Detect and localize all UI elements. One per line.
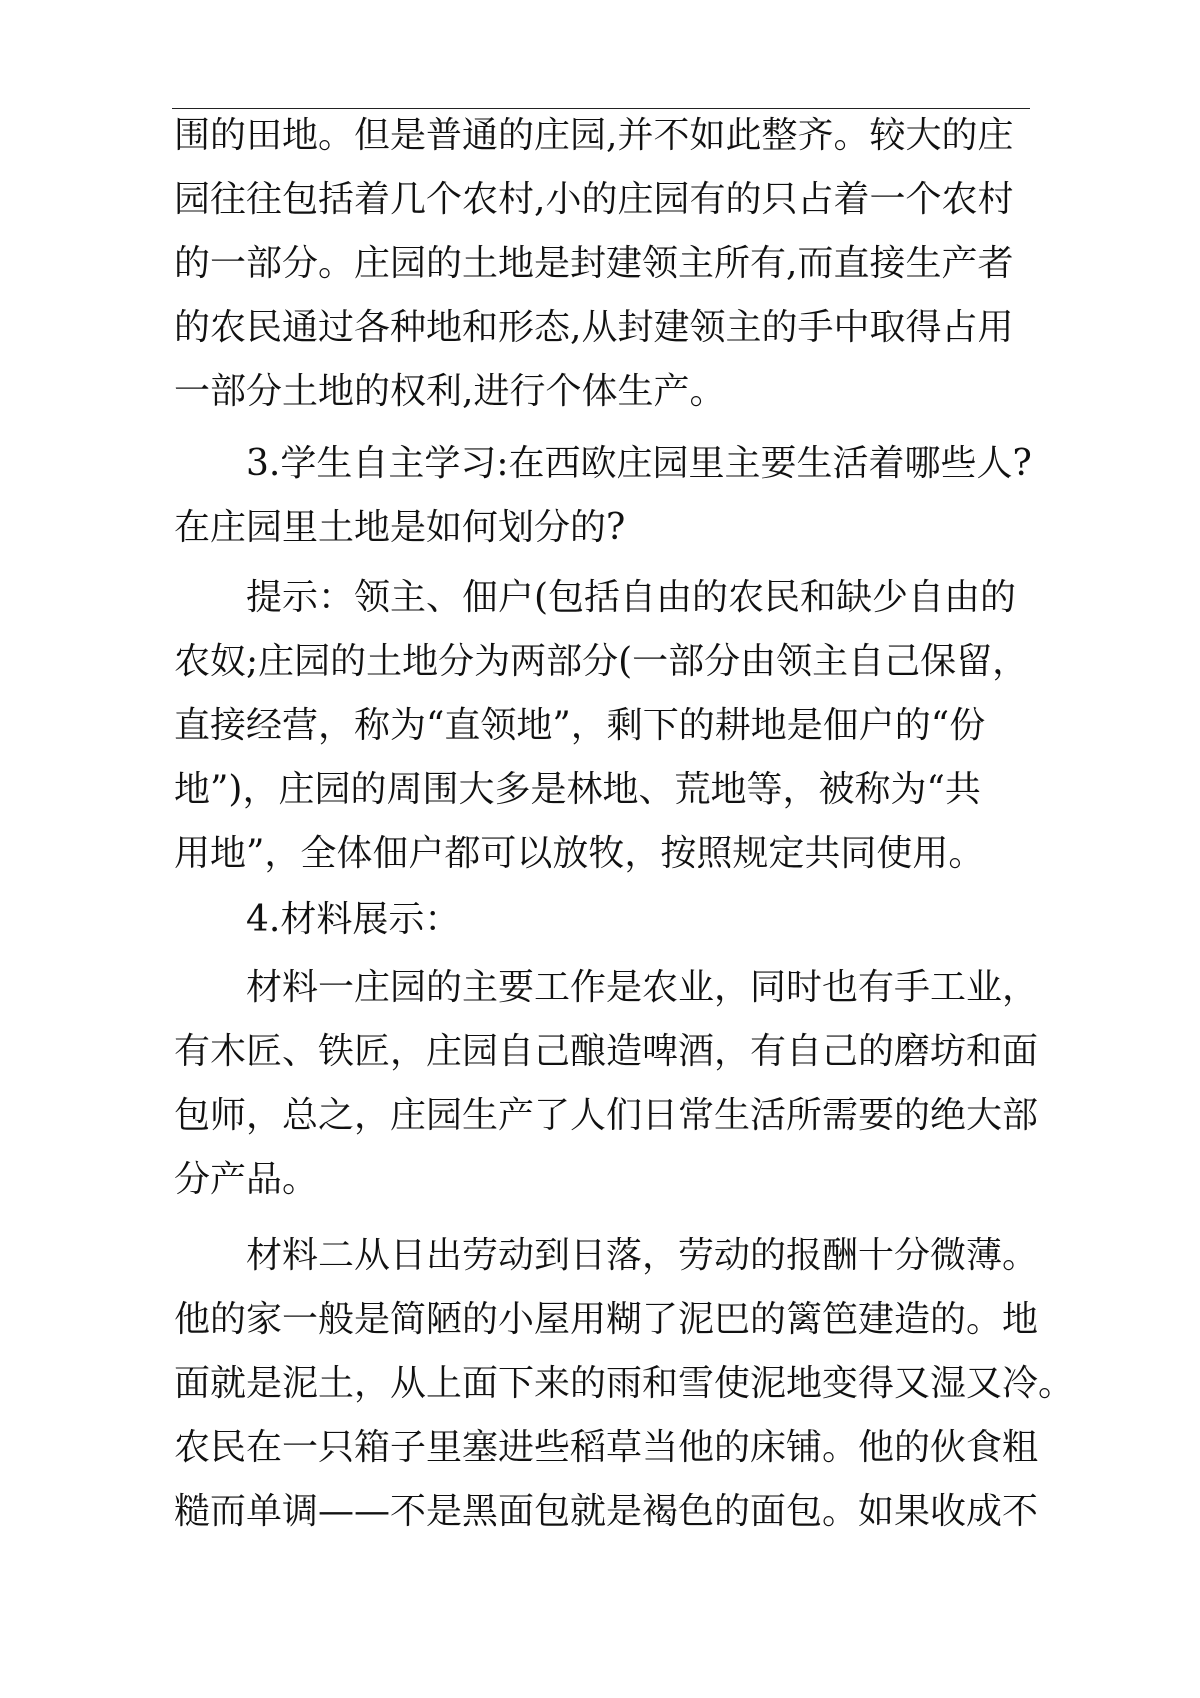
text-line: 用地”，全体佃户都可以放牧，按照规定共同使用。 [174, 833, 985, 874]
paragraph-first-line: 4.材料展示： [246, 899, 461, 940]
text-line: 一部分土地的权利,进行个体生产。 [174, 371, 726, 412]
paragraph-first-line: 3.学生自主学习:在西欧庄园里主要生活着哪些人? [246, 443, 1032, 484]
text-line: 农奴;庄园的土地分为两部分(一部分由领主自己保留， [174, 641, 1029, 682]
text-line: 糙而单调——不是黑面包就是褐色的面包。如果收成不 [174, 1491, 1039, 1532]
text-line: 的一部分。庄园的土地是封建领主所有,而直接生产者 [174, 243, 1014, 284]
text-line: 面就是泥土，从上面下来的雨和雪使泥地变得又湿又冷。 [174, 1363, 1075, 1404]
text-line: 地”)，庄园的周围大多是林地、荒地等，被称为“共 [174, 769, 981, 810]
text-line: 农民在一只箱子里塞进些稻草当他的床铺。他的伙食粗 [174, 1427, 1039, 1468]
text-line: 园往往包括着几个农村,小的庄园有的只占着一个农村 [174, 179, 1014, 220]
text-line: 分产品。 [174, 1159, 319, 1200]
text-line: 他的家一般是简陋的小屋用糊了泥巴的篱笆建造的。地 [174, 1299, 1039, 1340]
paragraph-first-line: 材料二从日出劳动到日落，劳动的报酬十分微薄。 [246, 1235, 1039, 1276]
text-line: 直接经营，称为“直领地”，剩下的耕地是佃户的“份 [174, 705, 986, 746]
text-line: 围的田地。但是普通的庄园,并不如此整齐。较大的庄 [174, 115, 1014, 156]
paragraph-first-line: 提示：领主、佃户(包括自由的农民和缺少自由的 [246, 577, 1017, 618]
text-line: 在庄园里土地是如何划分的? [174, 507, 626, 548]
text-line: 包师，总之，庄园生产了人们日常生活所需要的绝大部 [174, 1095, 1039, 1136]
header-rule [172, 108, 1030, 109]
paragraph-first-line: 材料一庄园的主要工作是农业，同时也有手工业， [246, 967, 1039, 1008]
text-line: 有木匠、铁匠，庄园自己酿造啤酒，有自己的磨坊和面 [174, 1031, 1039, 1072]
text-line: 的农民通过各种地和形态,从封建领主的手中取得占用 [174, 307, 1014, 348]
